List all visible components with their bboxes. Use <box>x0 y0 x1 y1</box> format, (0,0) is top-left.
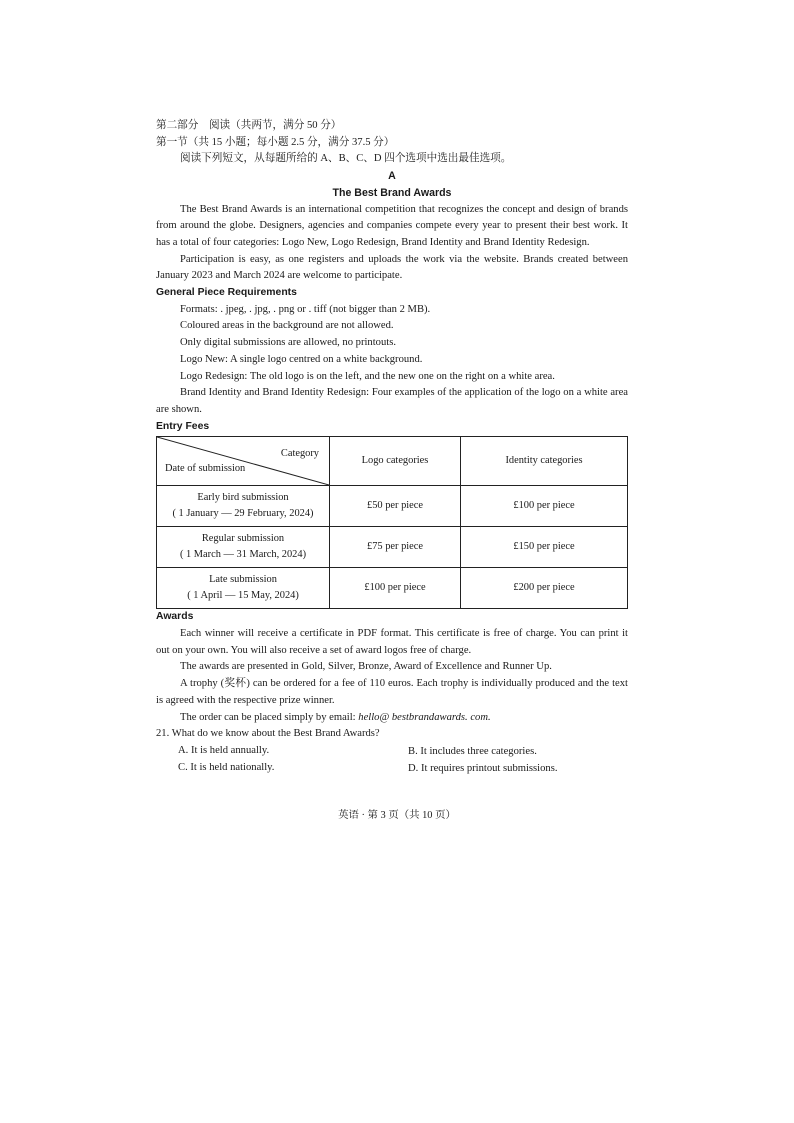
order-email: hello@ bestbrandawards. com. <box>358 711 491 723</box>
page-footer: 英语 · 第 3 页（共 10 页） <box>338 810 456 821</box>
requirements-list <box>156 302 628 419</box>
requirement-item: Only digital submissions are allowed, no printouts. <box>180 337 396 349</box>
logo-fee-cell: £50 per piece <box>330 486 461 527</box>
requirement-item: Logo Redesign: The old logo is on the left, and the new one on the right on a white area. <box>180 370 555 382</box>
instruction-text: 阅读下列短文，从每题所给的 A、B、C、D 四个选项中选出最佳选项。 <box>180 153 512 165</box>
table-corner-cell <box>157 437 330 486</box>
awards-paragraph-1: Each winner will receive a certificate in PDF format. This certificate is free of charge. You can print it out on your own. You will also receive a set of award logos free of charge. <box>156 628 628 656</box>
awards-paragraphs <box>156 626 628 726</box>
column-header: Logo categories <box>330 437 461 486</box>
order-text: The order can be placed simply by email: <box>180 711 359 723</box>
logo-fee-cell: £75 per piece <box>330 527 461 568</box>
identity-fee-cell: £150 per piece <box>461 527 628 568</box>
identity-fee-cell: £100 per piece <box>461 486 628 527</box>
option-b: B. It includes three categories. <box>408 745 537 757</box>
awards-paragraph-3: A trophy (奖杯) can be ordered for a fee of 110 euros. Each trophy is individually produced and the text is agreed with the respective prize winner. <box>156 678 628 706</box>
requirement-item: Coloured areas in the background are not allowed. <box>180 320 394 332</box>
table-row <box>157 568 628 609</box>
column-header: Identity categories <box>461 437 628 486</box>
row-label: Late submission <box>209 574 277 586</box>
passage-title: The Best Brand Awards <box>332 186 452 199</box>
identity-fee-cell: £200 per piece <box>461 568 628 609</box>
question-stem: 21. What do we know about the Best Brand Awards? <box>156 728 380 740</box>
fees-heading: Entry Fees <box>156 420 210 432</box>
requirement-item: Brand Identity and Brand Identity Redesign: Four examples of the application of the logo on a white area are shown. <box>156 387 628 415</box>
row-label-cell <box>157 486 330 527</box>
part-heading: 第二部分 阅读（共两节，满分 50 分） <box>156 120 342 131</box>
intro-paragraph-2: Participation is easy, as one registers and uploads the work via the website. Brands created between January 2023 and March 2024 are welcome to participate. <box>156 253 628 282</box>
exam-page <box>156 118 628 777</box>
row-dates: ( 1 January — 29 February, 2024) <box>172 508 314 520</box>
requirement-item: Formats: . jpeg, . jpg, . png or . tiff (not bigger than 2 MB). <box>180 303 431 315</box>
awards-paragraph-2: The awards are presented in Gold, Silver, Bronze, Award of Excellence and Runner Up. <box>180 661 552 673</box>
row-dates: ( 1 March — 31 March, 2024) <box>179 549 307 561</box>
intro-paragraph-1: The Best Brand Awards is an international competition that recognizes the concept and design of brands from around the globe. Designers, agencies and companies compete every year to present their best work. It has a total of four categories: Logo New, Logo Redesign, Brand Identity and Brand Identity Redesign. <box>156 203 628 248</box>
requirement-item: Logo New: A single logo centred on a white background. <box>180 353 423 365</box>
row-label-cell <box>157 568 330 609</box>
table-header-row <box>157 437 628 486</box>
requirements-heading: General Piece Requirements <box>156 287 297 299</box>
option-a: A. It is held annually. <box>178 744 270 756</box>
intro-paragraphs <box>156 202 628 286</box>
corner-date-label: Date of submission <box>165 463 246 475</box>
option-c: C. It is held nationally. <box>178 761 275 773</box>
answer-options <box>156 743 628 777</box>
row-dates: ( 1 April — 15 May, 2024) <box>187 590 299 602</box>
awards-heading: Awards <box>156 611 194 623</box>
corner-category-label: Category <box>280 448 319 460</box>
passage-letter: A <box>388 170 396 183</box>
row-label: Early bird submission <box>197 492 289 504</box>
table-row <box>157 527 628 568</box>
row-label: Regular submission <box>201 533 285 545</box>
logo-fee-cell: £100 per piece <box>330 568 461 609</box>
row-label-cell <box>157 527 330 568</box>
order-paragraph <box>156 710 628 727</box>
option-d: D. It requires printout submissions. <box>408 762 558 774</box>
entry-fees-table <box>156 436 628 609</box>
subsection-heading: 第一节（共 15 小题；每小题 2.5 分，满分 37.5 分） <box>156 136 395 148</box>
table-row <box>157 486 628 527</box>
